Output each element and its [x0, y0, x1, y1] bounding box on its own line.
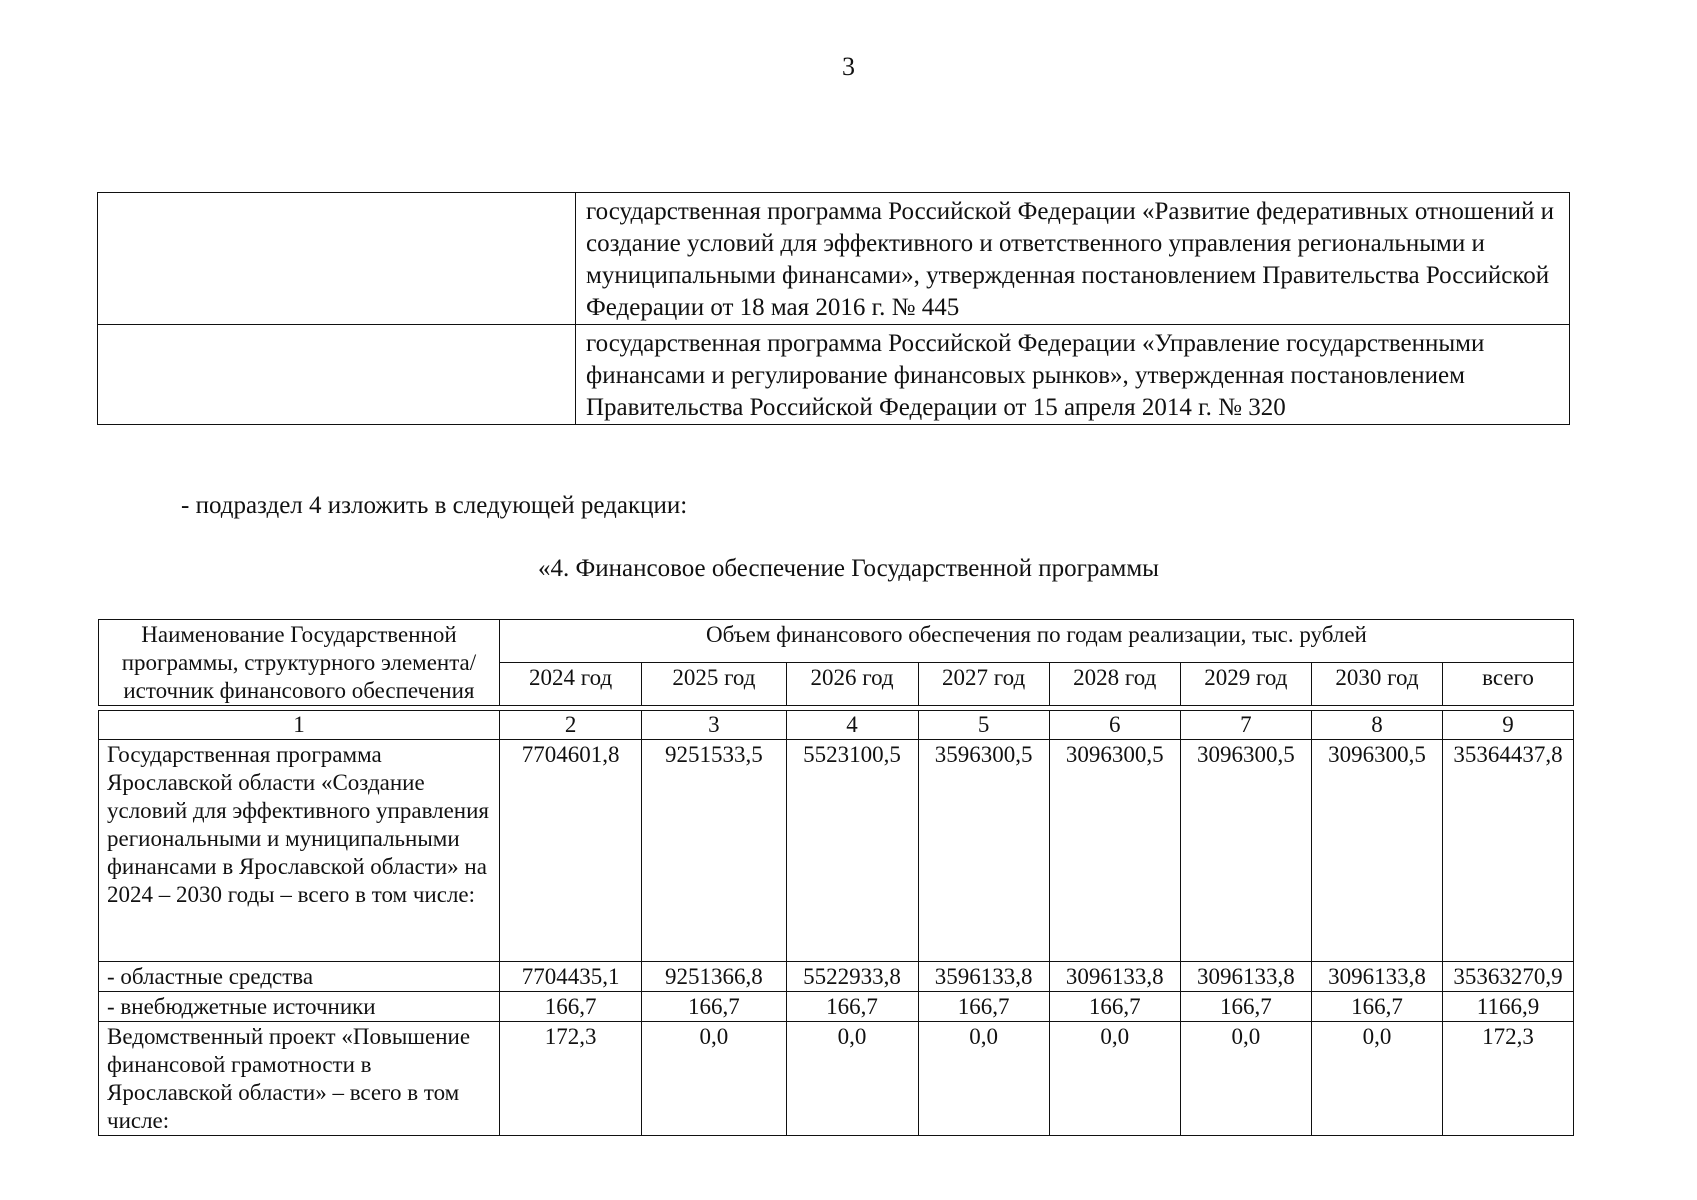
row-name: - областные средства	[99, 962, 500, 992]
value-cell: 1166,9	[1443, 992, 1574, 1022]
column-index: 8	[1311, 711, 1442, 740]
table-row	[98, 193, 1570, 325]
table-cell-empty	[98, 325, 576, 425]
value-cell: 172,3	[499, 1022, 641, 1136]
intro-text: - подраздел 4 изложить в следующей редакции:	[181, 492, 688, 519]
column-index: 7	[1180, 711, 1311, 740]
section-title: «4. Финансовое обеспечение Государственной программы	[538, 555, 1159, 582]
header-year: 2026 год	[786, 663, 918, 706]
value-cell: 166,7	[499, 992, 641, 1022]
value-cell: 0,0	[786, 1022, 918, 1136]
header-name: Наименование Государственной программы, структурного элемента/ источник финансового обеспечения	[99, 620, 500, 706]
table-row	[99, 992, 1574, 1022]
column-index: 1	[99, 711, 500, 740]
value-cell: 3096133,8	[1049, 962, 1180, 992]
value-cell: 3596300,5	[918, 740, 1049, 962]
value-cell: 166,7	[642, 992, 786, 1022]
value-cell: 0,0	[1180, 1022, 1311, 1136]
header-year: 2030 год	[1311, 663, 1442, 706]
value-cell: 0,0	[1049, 1022, 1180, 1136]
value-cell: 0,0	[642, 1022, 786, 1136]
column-index: 6	[1049, 711, 1180, 740]
row-name: - внебюджетные источники	[99, 992, 500, 1022]
header-total: всего	[1443, 663, 1574, 706]
value-cell: 5522933,8	[786, 962, 918, 992]
row-name: Ведомственный проект «Повышение финансовой грамотности в Ярославской области» – всего в том числе:	[99, 1022, 500, 1136]
page-number: 3	[842, 52, 855, 81]
table-cell-empty	[98, 193, 576, 325]
value-cell: 166,7	[1180, 992, 1311, 1022]
header-year: 2025 год	[642, 663, 786, 706]
header-year: 2029 год	[1180, 663, 1311, 706]
value-cell: 35363270,9	[1443, 962, 1574, 992]
program-reference: государственная программа Российской Федерации «Управление государственными финансами и регулирование финансовых рынков», утвержденная постановлением Правительства Российской Федерации от 15 апреля 2014 г. № 320	[576, 325, 1570, 425]
index-row	[99, 711, 1574, 740]
value-cell: 3096133,8	[1311, 962, 1442, 992]
header-year: 2028 год	[1049, 663, 1180, 706]
value-cell: 3596133,8	[918, 962, 1049, 992]
header-volume: Объем финансового обеспечения по годам реализации, тыс. рублей	[499, 620, 1573, 663]
value-cell: 3096300,5	[1311, 740, 1442, 962]
value-cell: 7704601,8	[499, 740, 641, 962]
row-name: Государственная программа Ярославской области «Создание условий для эффективного управления региональными и муниципальными финансами в Ярославской области» на 2024 – 2030 годы – всего в том числе:	[99, 740, 500, 962]
table-row	[99, 740, 1574, 962]
value-cell: 166,7	[1049, 992, 1180, 1022]
column-index: 9	[1443, 711, 1574, 740]
value-cell: 35364437,8	[1443, 740, 1574, 962]
finance-table	[98, 619, 1574, 1136]
value-cell: 166,7	[786, 992, 918, 1022]
program-reference: государственная программа Российской Федерации «Развитие федеративных отношений и создание условий для эффективного и ответственного управления региональными и муниципальными финансами», утвержденная постановлением Правительства Российской Федерации от 18 мая 2016 г. № 445	[576, 193, 1570, 325]
header-year: 2027 год	[918, 663, 1049, 706]
value-cell: 9251366,8	[642, 962, 786, 992]
column-index: 4	[786, 711, 918, 740]
value-cell: 166,7	[918, 992, 1049, 1022]
table-row	[99, 1022, 1574, 1136]
table-row	[99, 962, 1574, 992]
header-year: 2024 год	[499, 663, 641, 706]
value-cell: 5523100,5	[786, 740, 918, 962]
header-row	[99, 620, 1574, 663]
column-index: 5	[918, 711, 1049, 740]
value-cell: 166,7	[1311, 992, 1442, 1022]
value-cell: 9251533,5	[642, 740, 786, 962]
value-cell: 0,0	[918, 1022, 1049, 1136]
programs-table	[97, 192, 1570, 425]
value-cell: 7704435,1	[499, 962, 641, 992]
value-cell: 172,3	[1443, 1022, 1574, 1136]
value-cell: 3096300,5	[1049, 740, 1180, 962]
value-cell: 3096133,8	[1180, 962, 1311, 992]
column-index: 3	[642, 711, 786, 740]
value-cell: 0,0	[1311, 1022, 1442, 1136]
value-cell: 3096300,5	[1180, 740, 1311, 962]
column-index: 2	[499, 711, 641, 740]
table-row	[98, 325, 1570, 425]
